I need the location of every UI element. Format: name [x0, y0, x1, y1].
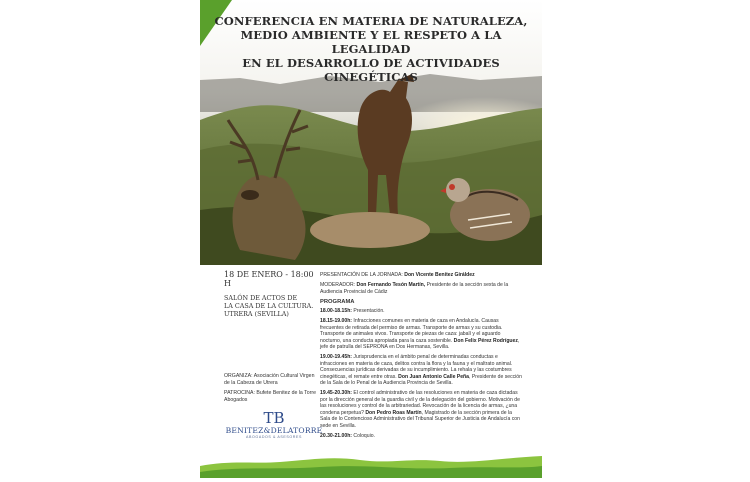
conference-poster	[200, 0, 542, 478]
program-speaker-role: , Magistrado de la sección primera de la Sala de lo Contencioso Administrativo del Tribunal Superior de Justicia de Andalucía con sede en Sevilla.	[320, 409, 520, 429]
venue-line: UTRERA (SEVILLA)	[224, 310, 289, 318]
bottom-mountains	[200, 452, 542, 478]
moderator-role: Presidente de la sección sexta de la Audiencia Provincial de Cádiz	[320, 282, 509, 295]
event-details	[224, 270, 316, 318]
organiza-value: Asociación Cultural Virgen de la Cabeza de Utrera	[224, 373, 315, 386]
title-line: MEDIO AMBIENTE Y EL RESPETO A LA LEGALIDAD	[240, 28, 502, 56]
rock	[310, 212, 430, 248]
program-text: Infracciones comunes en materia de caza en Andalucía. Causas frecuentes de retirada del permiso de armas. Transporte de armas y su custodia. Transporte de animales vivos. Transporte de piezas de caza: jabalí y el aguardo nocturno, una conducta apropiada para la caza sostenible.	[320, 318, 503, 344]
sponsor	[224, 390, 320, 403]
moderator-line	[320, 282, 522, 295]
program-item	[320, 308, 522, 315]
program-item	[320, 318, 522, 351]
presentation-line	[320, 272, 522, 279]
program-time: 19.00-19.45h:	[320, 354, 352, 360]
program-time: 18.15-19.00h:	[320, 318, 352, 324]
program-text: Jurisprudencia en el ámbito penal de determinadas conductas e infracciones en materia de caza, delitos contra la flora y la fauna y el maltrato animal. Consecuencias jurídicas derivadas de su incumplimiento. La rehala y las costumbres cinegéticas, el remate entre otras.	[320, 354, 513, 380]
program-time: 19.45-20.30h:	[320, 390, 352, 396]
program-item	[320, 390, 522, 429]
program-speaker: Don Felix Pérez Rodríguez	[453, 337, 518, 344]
presentation-label: PRESENTACIÓN DE LA JORNADA:	[320, 272, 403, 278]
title-line: CONFERENCIA EN MATERIA DE NATURALEZA,	[214, 14, 528, 28]
program-text: Presentación.	[353, 308, 385, 314]
program-time: 20.30-21.00h:	[320, 432, 352, 439]
program-column	[320, 272, 522, 443]
patrocina-label: PATROCINA:	[224, 390, 255, 396]
program-item	[320, 354, 522, 387]
program-time: 18.00-18.15h:	[320, 308, 352, 314]
program-speaker-role: , Presidente de sección de la Sala de lo Penal de la Audiencia Provincia de Sevilla.	[320, 373, 522, 386]
program-item	[320, 433, 522, 440]
moderator-label: MODERADOR:	[320, 282, 356, 288]
patrocina-value: Bufete Benitez de la Torre Abogados	[224, 390, 316, 403]
program-speaker: Don Pedro Roas Martín	[365, 409, 422, 416]
program-speaker-role: , jefe de patrulla del SEPRONA en Dos Hermanas, Sevilla.	[320, 337, 520, 350]
program-heading: PROGRAMA	[320, 298, 355, 305]
event-venue	[224, 294, 316, 318]
logo-name: BENITEZ&DELATORRE	[225, 426, 323, 435]
moderator-name: Don Fernando Tesón Martín,	[356, 282, 426, 288]
title-line: EN EL DESARROLLO DE ACTIVIDADES CINEGÉTICAS	[242, 56, 500, 84]
venue-line: LA CASA DE LA CULTURA.	[224, 302, 314, 310]
organiza-label: ORGANIZA:	[224, 373, 253, 379]
law-firm-logo	[222, 410, 326, 439]
program-text: El control administrativo de las resoluciones en materia de caza dictadas por la dirección general de la guardia civil y de la delegación del gobierno. Motivación de las resoluciones y control de la arbitrariedad. Revocación de la licencia de armas, ¿una condena perpetua?	[320, 390, 520, 416]
logo-tagline: ABOGADOS & ASESORES	[246, 435, 302, 439]
poster-title	[210, 14, 532, 84]
venue-line: SALÓN DE ACTOS DE	[224, 294, 298, 302]
presentation-speaker: Don Vicente Benitez Giráldez	[404, 272, 475, 278]
green-hills-graphic	[200, 452, 542, 478]
organizer	[224, 373, 320, 386]
event-date: 18 DE ENERO - 18:00 H	[224, 270, 314, 288]
program-speaker: Don Juan Antonio Calle Peña	[398, 373, 470, 380]
logo-monogram: TB	[263, 409, 285, 427]
program-text: Coloquio.	[353, 432, 375, 439]
